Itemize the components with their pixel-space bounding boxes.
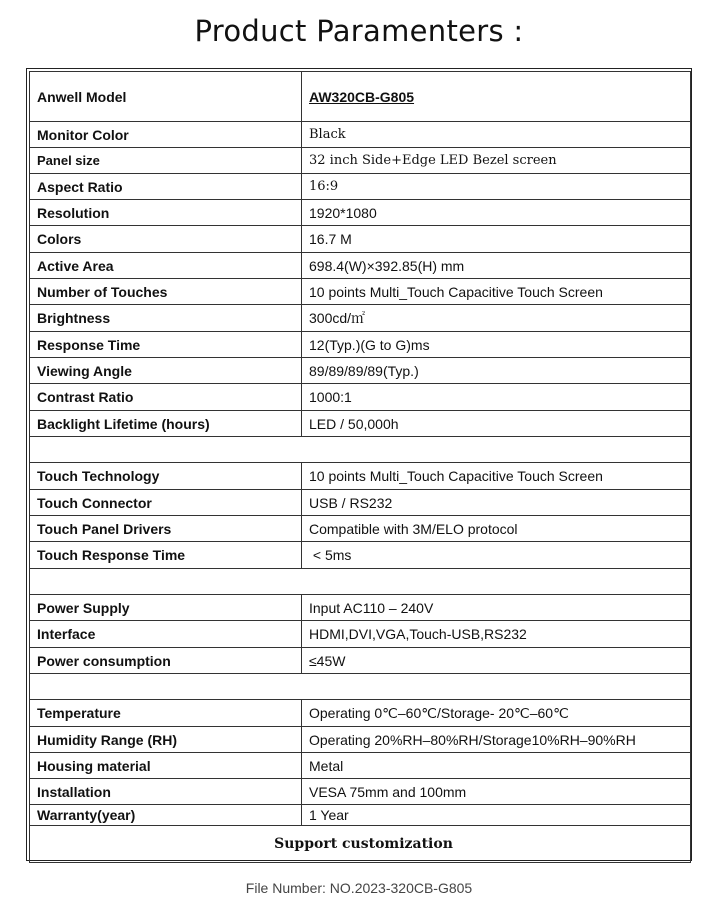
table-row bbox=[30, 727, 691, 753]
table-row bbox=[30, 358, 691, 384]
spec-value: 16:9 bbox=[302, 174, 691, 200]
spec-label: Warranty(year) bbox=[30, 805, 302, 826]
table-row bbox=[30, 148, 691, 174]
spec-value: 1 Year bbox=[302, 805, 691, 826]
blank-cell bbox=[30, 569, 691, 595]
spec-label: Brightness bbox=[30, 305, 302, 332]
spec-label: Touch Response Time bbox=[30, 542, 302, 569]
spec-value: 10 points Multi_Touch Capacitive Touch Screen bbox=[302, 279, 691, 305]
spec-value: Operating 20%RH–80%RH/Storage10%RH–90%RH bbox=[302, 727, 691, 753]
spec-table-frame bbox=[26, 68, 692, 861]
spec-label: Panel size bbox=[30, 148, 302, 174]
table-row bbox=[30, 72, 691, 122]
spec-value: ≤45W bbox=[302, 648, 691, 674]
spec-label: Touch Connector bbox=[30, 490, 302, 516]
spec-label: Touch Panel Drivers bbox=[30, 516, 302, 542]
table-row bbox=[30, 700, 691, 727]
file-number: File Number: NO.2023-320CB-G805 bbox=[245, 880, 473, 896]
spec-label: Power Supply bbox=[30, 595, 302, 621]
spec-label: Viewing Angle bbox=[30, 358, 302, 384]
spec-label: Housing material bbox=[30, 753, 302, 779]
spec-value: 32 inch Side+Edge LED Bezel screen bbox=[302, 148, 691, 174]
spec-table bbox=[29, 71, 691, 863]
table-row bbox=[30, 174, 691, 200]
table-row bbox=[30, 805, 691, 826]
spec-value: < 5ms bbox=[302, 542, 691, 569]
table-row bbox=[30, 779, 691, 805]
table-row bbox=[30, 384, 691, 411]
spec-value: Compatible with 3M/ELO protocol bbox=[302, 516, 691, 542]
spec-value: AW320CB-G805 bbox=[302, 72, 691, 122]
spec-value: LED / 50,000h bbox=[302, 411, 691, 437]
table-row bbox=[30, 463, 691, 490]
spec-label: Colors bbox=[30, 226, 302, 253]
spec-value: USB / RS232 bbox=[302, 490, 691, 516]
table-row bbox=[30, 621, 691, 648]
table-row bbox=[30, 753, 691, 779]
table-row bbox=[30, 648, 691, 674]
spec-label: Monitor Color bbox=[30, 122, 302, 148]
spec-value: 698.4(W)×392.85(H) mm bbox=[302, 253, 691, 279]
spec-label: Aspect Ratio bbox=[30, 174, 302, 200]
page-title: Product Paramenters : bbox=[194, 14, 524, 48]
table-row bbox=[30, 122, 691, 148]
spec-value: 1920*1080 bbox=[302, 200, 691, 226]
spec-value: Input AC110 – 240V bbox=[302, 595, 691, 621]
spec-value: Metal bbox=[302, 753, 691, 779]
spec-label: Anwell Model bbox=[30, 72, 302, 122]
spec-label: Active Area bbox=[30, 253, 302, 279]
blank-cell bbox=[30, 674, 691, 700]
spec-label: Temperature bbox=[30, 700, 302, 727]
spec-value: HDMI,DVI,VGA,Touch-USB,RS232 bbox=[302, 621, 691, 648]
spec-label: Contrast Ratio bbox=[30, 384, 302, 411]
spec-label: Installation bbox=[30, 779, 302, 805]
table-row bbox=[30, 279, 691, 305]
table-row bbox=[30, 253, 691, 279]
spec-value: 10 points Multi_Touch Capacitive Touch Screen bbox=[302, 463, 691, 490]
spec-label: Humidity Range (RH) bbox=[30, 727, 302, 753]
table-row bbox=[30, 332, 691, 358]
table-row bbox=[30, 200, 691, 226]
support-row bbox=[30, 826, 691, 863]
table-row bbox=[30, 542, 691, 569]
blank-row bbox=[30, 674, 691, 700]
table-row bbox=[30, 305, 691, 332]
spec-label: Number of Touches bbox=[30, 279, 302, 305]
table-row bbox=[30, 226, 691, 253]
spec-label: Power consumption bbox=[30, 648, 302, 674]
table-row bbox=[30, 516, 691, 542]
support-customization: Support customization bbox=[30, 826, 691, 863]
table-row bbox=[30, 490, 691, 516]
spec-label: Interface bbox=[30, 621, 302, 648]
spec-value: Black bbox=[302, 122, 691, 148]
blank-cell bbox=[30, 437, 691, 463]
spec-value: 16.7 M bbox=[302, 226, 691, 253]
spec-label: Backlight Lifetime (hours) bbox=[30, 411, 302, 437]
spec-value: 300cd/㎡ bbox=[302, 305, 691, 332]
table-row bbox=[30, 411, 691, 437]
spec-label: Touch Technology bbox=[30, 463, 302, 490]
table-row bbox=[30, 595, 691, 621]
spec-value: VESA 75mm and 100mm bbox=[302, 779, 691, 805]
blank-row bbox=[30, 437, 691, 463]
spec-label: Resolution bbox=[30, 200, 302, 226]
spec-label: Response Time bbox=[30, 332, 302, 358]
spec-value: 89/89/89/89(Typ.) bbox=[302, 358, 691, 384]
spec-value: Operating 0℃–60℃/Storage- 20℃–60℃ bbox=[302, 700, 691, 727]
spec-value: 12(Typ.)(G to G)ms bbox=[302, 332, 691, 358]
blank-row bbox=[30, 569, 691, 595]
spec-value: 1000:1 bbox=[302, 384, 691, 411]
